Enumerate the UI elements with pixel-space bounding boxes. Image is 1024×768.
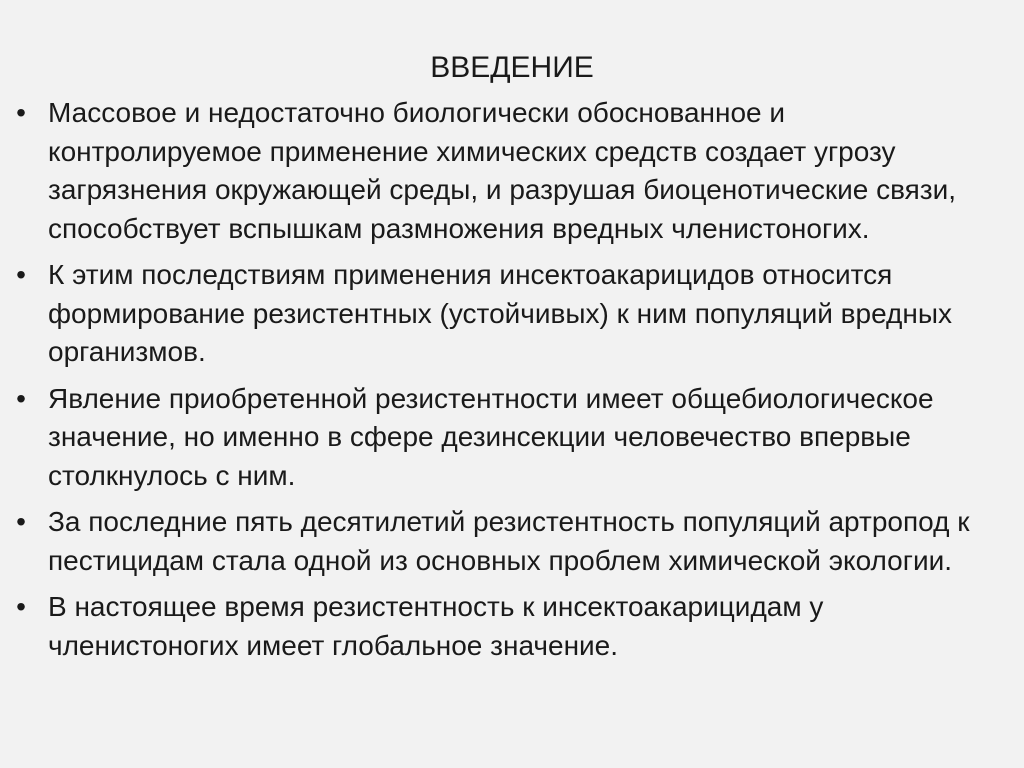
- bullet-icon: •: [16, 591, 26, 622]
- bullet-icon: •: [16, 506, 26, 537]
- bullet-list: [0, 94, 1024, 673]
- bullet-item: [0, 94, 1024, 248]
- bullet-item: [0, 380, 1024, 496]
- bullet-text: Массовое и недостаточно биологически обоснованное и контролируемое применение химических средств создает угрозу загрязнения окружающей среды, и разрушая биоценотические связи, способствует вспышкам размножения вредных членистоногих.: [48, 97, 957, 244]
- bullet-text: В настоящее время резистентность к инсектоакарицидам у членистоногих имеет глобальное значение.: [48, 591, 824, 661]
- slide-title: ВВЕДЕНИЕ: [430, 51, 594, 84]
- bullet-icon: •: [16, 259, 26, 290]
- bullet-text: К этим последствиям применения инсектоакарицидов относится формирование резистентных (устойчивых) к ним популяций вредных организмов.: [48, 259, 952, 367]
- bullet-item: [0, 256, 1024, 372]
- bullet-icon: •: [16, 382, 26, 414]
- bullet-item: [0, 503, 1024, 580]
- bullet-text: За последние пять десятилетий резистентность популяций артропод к пестицидам стала одной из основных проблем химической экологии.: [48, 506, 970, 576]
- bullet-icon: •: [16, 97, 26, 128]
- bullet-item: [0, 588, 1024, 665]
- bullet-text: Явление приобретенной резистентности имеет общебиологическое значение, но именно в сфере дезинсекции человечество впервые столкнулось с ним.: [48, 382, 934, 491]
